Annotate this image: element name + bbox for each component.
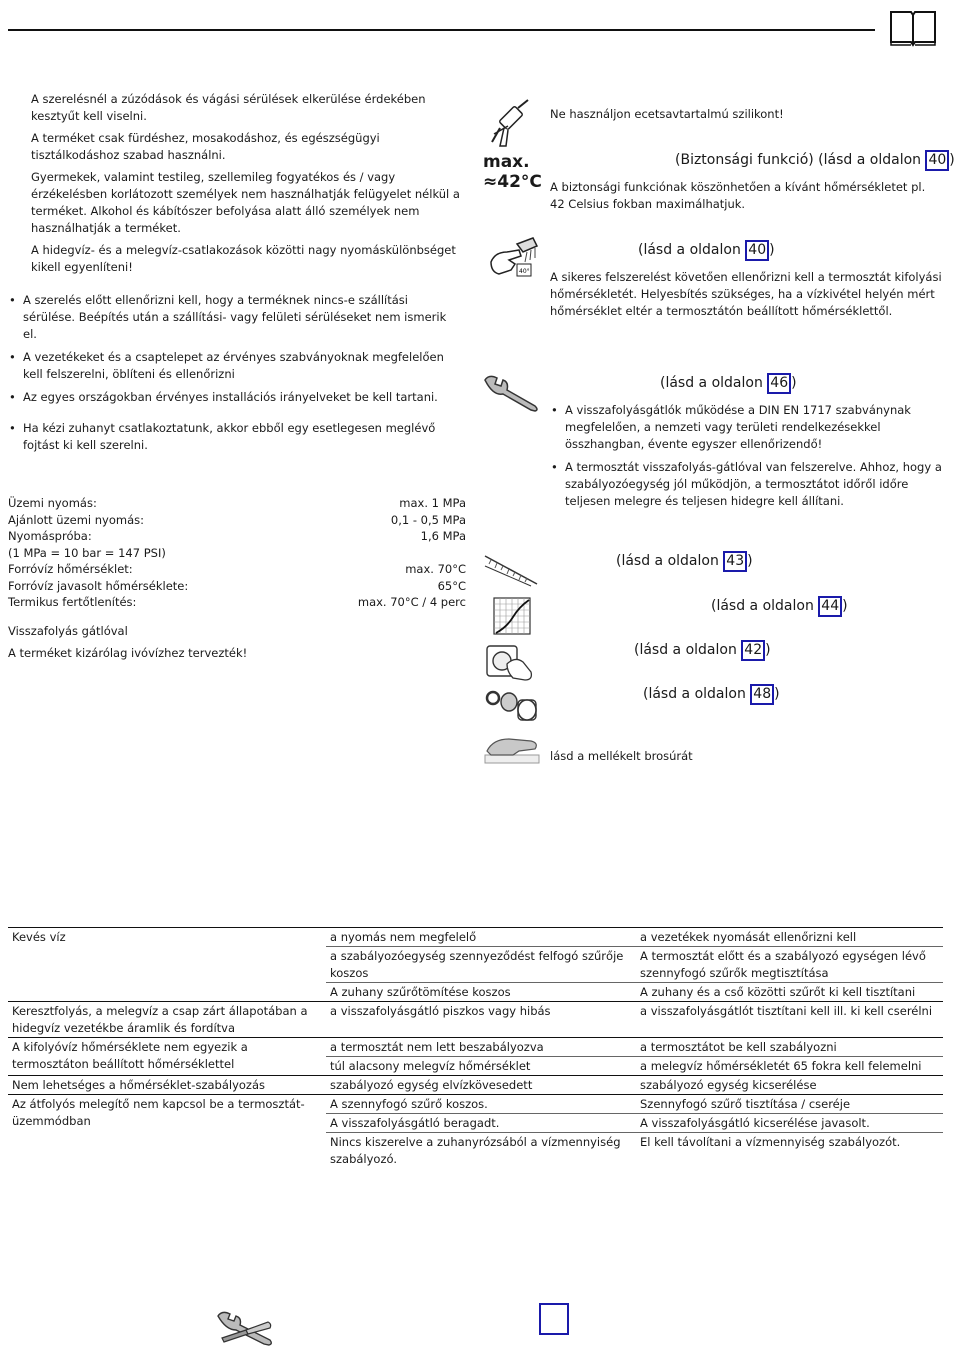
spare-parts-icon xyxy=(484,686,542,729)
tech-label: (1 MPa = 10 bar = 147 PSI) xyxy=(8,545,166,560)
safety-paragraph: A terméket csak fürdéshez, mosakodáshoz, és egészségügyi tisztálkodáshoz szabad használni. xyxy=(31,131,380,162)
drinking-water-note: A terméket kizárólag ivóvízhez tervezték! xyxy=(8,646,248,660)
cause-cell: A visszafolyásgátló beragadt. xyxy=(326,1114,636,1133)
tech-value: 0,1 - 0,5 MPa xyxy=(390,512,466,527)
table-row xyxy=(8,1076,943,1095)
troubleshooting-table xyxy=(8,927,943,1168)
mounting-bullet: • A szerelés előtt ellenőrizni kell, hogy a terméknek nincs-e szállítási sérülése. Beépítés után a szállítási- vagy felületi sérüléseket nem ismerik el. xyxy=(8,292,463,343)
safety-function-text: A biztonsági funkciónak köszönhetően a kívánt hőmérsékletet pl. 42 Celsius fokban maximálhatjuk. xyxy=(550,180,926,211)
page-ref-link[interactable]: 43 xyxy=(723,551,747,572)
remedy-cell: a melegvíz hőmérsékletét 65 fokra kell felemelni xyxy=(636,1057,943,1076)
tech-label: Termikus fertőtlenítés: xyxy=(8,595,137,609)
control-ref: (lásd a oldalon 42 ) xyxy=(634,640,771,661)
service-notes xyxy=(550,402,942,516)
safety-ref-text: (Biztonsági funkció) (lásd a oldalon xyxy=(675,152,926,168)
backflow-note: Visszafolyás gátlóval xyxy=(8,624,128,638)
service-ref-text: (lásd a oldalon xyxy=(660,375,768,391)
page-ref-link[interactable]: 44 xyxy=(818,596,842,617)
table-row xyxy=(8,1095,943,1114)
problem-cell: A kifolyóvíz hőmérséklete nem egyezik a termosztáton beállított hőmérséklettel xyxy=(8,1038,326,1076)
book-icon xyxy=(887,8,939,51)
remedy-cell: El kell távolítani a vízmennyiség szabályozót. xyxy=(636,1133,943,1169)
remedy-cell: A termosztát előtt és a szabályozó egységen lévő szennyfogó szűrők megtisztítása xyxy=(636,947,943,983)
mounting-bullet: • A vezetékeket és a csaptelepet az érvényes szabványoknak megfelelően kell felszerelni, öblíteni és ellenőrizni xyxy=(8,349,463,383)
tech-label: Nyomáspróba: xyxy=(8,529,92,543)
cleaning-hand-icon xyxy=(483,733,543,772)
safety-paragraph: Gyermekek, valamint testileg, szellemileg fogyatékos és / vagy érzékelésben korlátozott személyek nem használhatják felügyelet nélkül a terméket. Alkohol és kábítószer befolyása alatt álló személyek nem használhatják a terméket. xyxy=(31,170,460,235)
silicone-warning: Ne használjon ecetsavtartalmú szilikont! xyxy=(550,107,784,121)
dimensions-icon xyxy=(483,552,541,593)
cause-cell: a nyomás nem megfelelő xyxy=(326,928,636,947)
flow-diagram-icon xyxy=(493,597,531,640)
cause-cell: A szennyfogó szűrő koszos. xyxy=(326,1095,636,1114)
tech-value: 1,6 MPa xyxy=(420,529,466,543)
thermostat-control-icon xyxy=(485,642,535,687)
adjustment-text: A sikeres felszerelést követően ellenőrizni kell a termosztát kifolyási hőmérsékletét. Helyesbítés szükséges, ha a vízkivétel helyén mért hőmérséklet eltér a termosztátón beállított hőmérséklettől. xyxy=(550,270,942,318)
remedy-cell: A visszafolyásgátló kicserélése javasolt. xyxy=(636,1114,943,1133)
tools-icon xyxy=(216,1308,274,1353)
cause-cell: a visszafolyásgátló piszkos vagy hibás xyxy=(326,1002,636,1038)
cause-cell: túl alacsony melegvíz hőmérséklet xyxy=(326,1057,636,1076)
table-row xyxy=(8,928,943,947)
wrench-icon xyxy=(483,374,541,417)
max-temp-label xyxy=(483,152,542,192)
cause-cell: a szabályozóegység szennyeződést felfogó szűrője koszos xyxy=(326,947,636,983)
remedy-cell: Szennyfogó szűrő tisztítása / cseréje xyxy=(636,1095,943,1114)
adjustment-ref: (lásd a oldalon 40 ) xyxy=(638,240,775,261)
tech-value: max. 70°C xyxy=(405,562,466,576)
tech-label: Ajánlott üzemi nyomás: xyxy=(8,512,145,527)
service-ref: (lásd a oldalon 46 ) xyxy=(660,373,797,394)
tech-label: Üzemi nyomás: xyxy=(8,496,97,510)
problem-cell: Keresztfolyás, a melegvíz a csap zárt állapotában a hidegvíz vezetékbe áramlik és fordítva xyxy=(8,1002,326,1038)
hand-shower-note xyxy=(8,420,463,460)
problem-cell: Az átfolyós melegítő nem kapcsol be a termosztát-üzemmódban xyxy=(8,1095,326,1169)
tech-row xyxy=(8,578,466,595)
page-ref-link[interactable]: 48 xyxy=(750,684,774,705)
page-ref-link[interactable]: 40 xyxy=(925,150,949,171)
page-number-box xyxy=(539,1303,569,1335)
tech-value: max. 70°C / 4 perc xyxy=(357,595,466,609)
tech-row xyxy=(8,512,466,529)
cause-cell: Nincs kiszerelve a zuhanyrózsából a vízmennyiség szabályozó. xyxy=(326,1133,636,1169)
cause-cell: A zuhany szűrőtömítése koszos xyxy=(326,983,636,1002)
parts-ref: (lásd a oldalon 48 ) xyxy=(643,684,780,705)
tech-row xyxy=(8,561,466,578)
header-rule xyxy=(8,29,875,31)
tech-row xyxy=(8,545,466,562)
tech-row xyxy=(8,495,466,512)
safety-paragraph: A szerelésnél a zúzódások és vágási sérülések elkerülése érdekében kesztyűt kell viselni. xyxy=(31,92,426,123)
brochure-note: lásd a mellékelt brosúrát xyxy=(550,749,693,763)
ref-text: (lásd a oldalon xyxy=(711,598,819,614)
technical-data xyxy=(8,495,466,611)
page-ref-link[interactable]: 46 xyxy=(767,373,791,394)
table-row xyxy=(8,1002,943,1038)
cause-cell: a termosztát nem lett beszabályozva xyxy=(326,1038,636,1057)
ref-text: (lásd a oldalon xyxy=(616,553,724,569)
page-ref-link[interactable]: 40 xyxy=(745,240,769,261)
remedy-cell: A zuhany és a cső közötti szűrőt ki kell tisztítani xyxy=(636,983,943,1002)
mounting-notes xyxy=(8,292,463,412)
table-row xyxy=(8,1038,943,1057)
tech-row xyxy=(8,528,466,545)
silicone-gun-icon xyxy=(486,98,538,155)
remedy-cell: a vezetékek nyomását ellenőrizni kell xyxy=(636,928,943,947)
problem-cell: Nem lehetséges a hőmérséklet-szabályozás xyxy=(8,1076,326,1095)
hand-shower-bullet: • Ha kézi zuhanyt csatlakoztatunk, akkor ebből egy esetlegesen meglévő fojtást ki kell szerelni. xyxy=(8,420,463,454)
tech-row xyxy=(8,594,466,611)
problem-cell: Kevés víz xyxy=(8,928,326,1002)
shower-temperature-icon xyxy=(487,236,539,287)
tech-label: Forróvíz hőmérséklet: xyxy=(8,562,133,576)
mounting-bullet: • Az egyes országokban érvényes installációs irányelveket be kell tartani. xyxy=(8,389,463,406)
diagram-ref: (lásd a oldalon 44 ) xyxy=(711,596,848,617)
remedy-cell: a termosztátot be kell szabályozni xyxy=(636,1038,943,1057)
service-bullet: • A visszafolyásgátlók működése a DIN EN 1717 szabványnak megfelelően, a nemzeti vagy területi rendelkezésekkel összhangban, évente egyszer ellenőrizendő! xyxy=(550,402,942,453)
tech-value: 65°C xyxy=(437,578,466,593)
ref-text: (lásd a oldalon xyxy=(643,686,751,702)
safety-paragraph: A hidegvíz- és a melegvíz-csatlakozások közötti nagy nyomáskülönbséget kikell egyenlíteni! xyxy=(31,243,456,274)
ref-text: (lásd a oldalon xyxy=(634,642,742,658)
tech-value: max. 1 MPa xyxy=(399,496,466,510)
safety-function-ref: (Biztonsági funkció) (lásd a oldalon 40 ) xyxy=(675,150,955,171)
cause-cell: szabályozó egység elvízkövesedett xyxy=(326,1076,636,1095)
max-label: max. xyxy=(483,152,530,172)
remedy-cell: szabályozó egység kicserélése xyxy=(636,1076,943,1095)
remedy-cell: a visszafolyásgátlót tisztítani kell ill. ki kell cserélni xyxy=(636,1002,943,1038)
page-ref-link[interactable]: 42 xyxy=(741,640,765,661)
service-bullet: • A termosztát visszafolyás-gátlóval van felszerelve. Ahhoz, hogy a szabályozóegység jól működjön, a termosztátot időről időre teljesen melegre és teljesen hidegre kell állítani. xyxy=(550,459,942,510)
dimensions-ref: (lásd a oldalon 43 ) xyxy=(616,551,753,572)
svg-text:40°: 40° xyxy=(519,268,530,275)
temp-label: ≈42°C xyxy=(483,172,542,192)
safety-notes xyxy=(31,91,469,281)
adjust-ref-text: (lásd a oldalon xyxy=(638,242,746,258)
tech-label: Forróvíz javasolt hőmérséklete: xyxy=(8,578,189,593)
